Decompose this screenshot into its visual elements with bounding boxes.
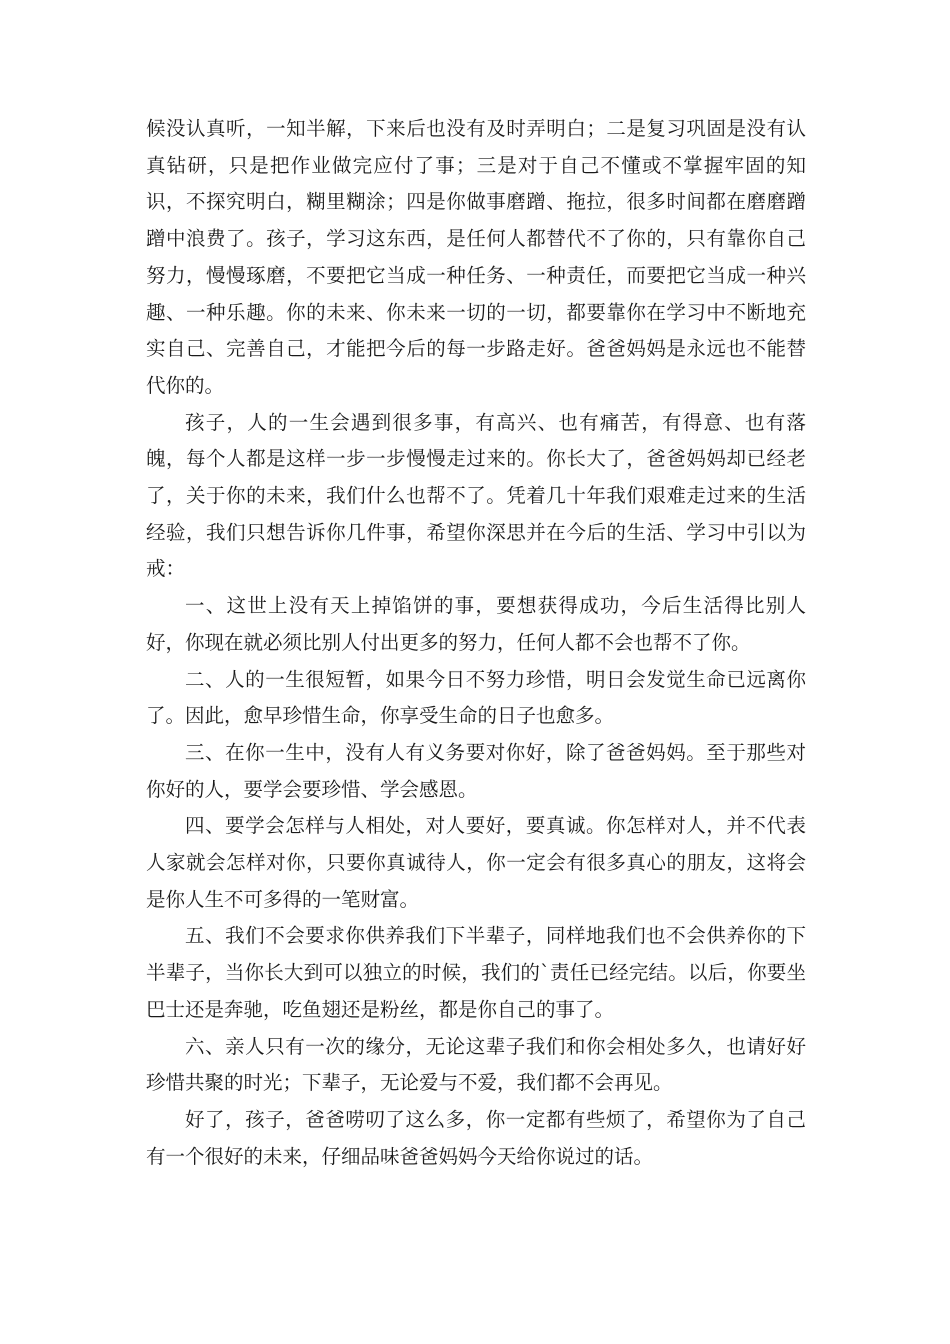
paragraph-closing: 好了，孩子，爸爸唠叨了这么多，你一定都有些烦了，希望你为了自己有一个很好的未来，仔细品味爸爸妈妈今天给你说过的话。	[146, 1107, 806, 1168]
paragraph-point-five: 五、我们不会要求你供养我们下半辈子，同样地我们也不会供养你的下半辈子，当你长大到可以独立的时候，我们的`责任已经完结。以后，你要坐巴士还是奔驰，吃鱼翅还是粉丝，都是你自己的事了。	[146, 924, 806, 1021]
paragraph-point-two: 二、人的一生很短暂，如果今日不努力珍惜，明日会发觉生命已远离你了。因此，愈早珍惜生命，你享受生命的日子也愈多。	[146, 667, 806, 728]
document-body	[146, 111, 806, 1175]
paragraph-study-habits: 候没认真听，一知半解，下来后也没有及时弄明白；二是复习巩固是没有认真钻研，只是把作业做完应付了事；三是对于自己不懂或不掌握牢固的知识，不探究明白，糊里糊涂；四是你做事磨蹭、拖拉，很多时间都在磨磨蹭蹭中浪费了。孩子，学习这东西，是任何人都替代不了你的，只有靠你自己努力，慢慢琢磨，不要把它当成一种任务、一种责任，而要把它当成一种兴趣、一种乐趣。你的未来、你未来一切的一切，都要靠你在学习中不断地充实自己、完善自己，才能把今后的每一步路走好。爸爸妈妈是永远也不能替代你的。	[146, 117, 806, 397]
paragraph-life-advice-intro: 孩子，人的一生会遇到很多事，有高兴、也有痛苦，有得意、也有落魄，每个人都是这样一步一步慢慢走过来的。你长大了，爸爸妈妈却已经老了，关于你的未来，我们什么也帮不了。凭着几十年我们艰难走过来的生活经验，我们只想告诉你几件事，希望你深思并在今后的生活、学习中引以为戒：	[146, 410, 806, 581]
paragraph-point-one: 一、这世上没有天上掉馅饼的事，要想获得成功，今后生活得比别人好，你现在就必须比别人付出更多的努力，任何人都不会也帮不了你。	[146, 594, 806, 654]
paragraph-point-six: 六、亲人只有一次的缘分，无论这辈子我们和你会相处多久，也请好好珍惜共聚的时光；下辈子，无论爱与不爱，我们都不会再见。	[146, 1034, 806, 1095]
paragraph-point-four: 四、要学会怎样与人相处，对人要好，要真诚。你怎样对人，并不代表人家就会怎样对你，只要你真诚待人，你一定会有很多真心的朋友，这将会是你人生不可多得的一笔财富。	[146, 814, 806, 911]
paragraph-point-three: 三、在你一生中，没有人有义务要对你好，除了爸爸妈妈。至于那些对你好的人，要学会要珍惜、学会感恩。	[146, 740, 806, 801]
